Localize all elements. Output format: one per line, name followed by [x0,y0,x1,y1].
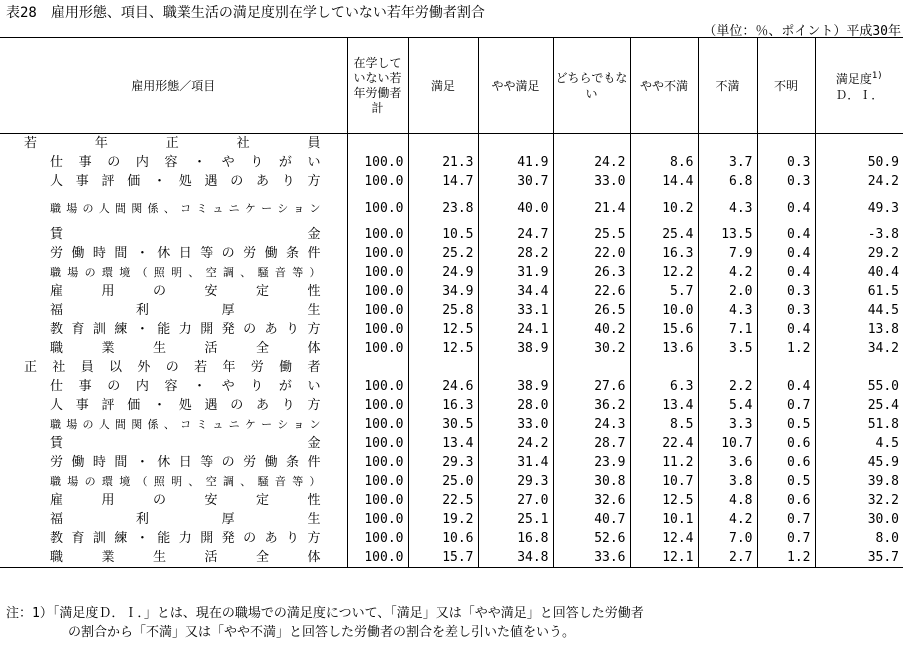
value-cell: 16.8 [478,529,553,548]
value-cell: 10.7 [630,472,698,491]
table-row [0,415,903,434]
group-row [0,358,903,377]
value-cell: 1.2 [757,548,815,568]
value-cell: 100.0 [347,172,408,191]
value-cell: 25.0 [408,472,478,491]
value-cell: 24.3 [553,415,630,434]
value-cell: 34.2 [815,339,903,358]
value-cell: 24.2 [478,434,553,453]
value-cell: 61.5 [815,282,903,301]
header-somewhat-satisfied: やや満足 [478,38,553,134]
value-cell: 100.0 [347,244,408,263]
table-row [0,453,903,472]
value-cell: 100.0 [347,263,408,282]
value-cell: 0.3 [757,282,815,301]
table-row [0,339,903,358]
value-cell: 32.6 [553,491,630,510]
value-cell: 3.3 [698,415,757,434]
value-cell: 100.0 [347,529,408,548]
header-neither: どちらでもない [553,38,630,134]
value-cell: 22.5 [408,491,478,510]
value-cell: 10.5 [408,225,478,244]
value-cell: 12.4 [630,529,698,548]
header-di [815,38,903,134]
value-cell: -3.8 [815,225,903,244]
row-label: 職業生活全体 [50,341,321,356]
value-cell: 100.0 [347,396,408,415]
value-cell: 38.9 [478,377,553,396]
empty-cell [815,358,903,377]
header-row [0,38,903,134]
value-cell: 31.4 [478,453,553,472]
row-label: 教育訓練・能力開発のあり方 [50,322,321,337]
value-cell: 4.2 [698,263,757,282]
table-row [0,191,903,225]
value-cell: 33.0 [478,415,553,434]
satisfaction-table [0,37,903,568]
value-cell: 21.4 [553,191,630,225]
value-cell: 100.0 [347,191,408,225]
value-cell: 33.1 [478,301,553,320]
value-cell: 15.6 [630,320,698,339]
empty-cell [347,358,408,377]
value-cell: 4.8 [698,491,757,510]
empty-cell [408,134,478,154]
value-cell: 14.7 [408,172,478,191]
value-cell: 100.0 [347,282,408,301]
value-cell: 40.2 [553,320,630,339]
value-cell: 29.3 [478,472,553,491]
value-cell: 30.7 [478,172,553,191]
row-label: 雇用の安定性 [50,493,321,508]
empty-cell [347,134,408,154]
empty-cell [757,134,815,154]
value-cell: 0.3 [757,172,815,191]
value-cell: 100.0 [347,548,408,568]
value-cell: 26.5 [553,301,630,320]
value-cell: 14.4 [630,172,698,191]
row-label: 人事評価・処遇のあり方 [50,398,321,413]
value-cell: 16.3 [408,396,478,415]
value-cell: 4.2 [698,510,757,529]
row-label: 仕事の内容・やりがい [50,155,321,170]
row-label: 職場の人間関係、コミュニケーション [50,418,321,431]
row-label: 福利厚生 [50,512,321,527]
value-cell: 27.6 [553,377,630,396]
value-cell: 100.0 [347,472,408,491]
value-cell: 100.0 [347,153,408,172]
value-cell: 33.0 [553,172,630,191]
value-cell: 39.8 [815,472,903,491]
value-cell: 8.5 [630,415,698,434]
empty-cell [698,134,757,154]
value-cell: 30.0 [815,510,903,529]
empty-cell [630,358,698,377]
value-cell: 41.9 [478,153,553,172]
value-cell: 16.3 [630,244,698,263]
table-row [0,491,903,510]
table-row [0,172,903,191]
value-cell: 2.0 [698,282,757,301]
row-label: 仕事の内容・やりがい [50,379,321,394]
value-cell: 2.2 [698,377,757,396]
row-label: 賃金 [50,227,321,242]
value-cell: 100.0 [347,434,408,453]
empty-cell [630,134,698,154]
header-satisfied: 満足 [408,38,478,134]
table-title: 表28 雇用形態、項目、職業生活の満足度別在学していない若年労働者割合 [6,5,485,21]
value-cell: 10.7 [698,434,757,453]
header-somewhat-dissatisfied: やや不満 [630,38,698,134]
value-cell: 1.2 [757,339,815,358]
table-row [0,301,903,320]
footnote [6,604,901,642]
value-cell: 23.8 [408,191,478,225]
value-cell: 35.7 [815,548,903,568]
value-cell: 3.8 [698,472,757,491]
value-cell: 34.8 [478,548,553,568]
value-cell: 12.5 [408,320,478,339]
value-cell: 10.0 [630,301,698,320]
value-cell: 25.8 [408,301,478,320]
empty-cell [478,358,553,377]
value-cell: 0.6 [757,491,815,510]
empty-cell [478,134,553,154]
value-cell: 100.0 [347,491,408,510]
value-cell: 12.5 [408,339,478,358]
value-cell: 49.3 [815,191,903,225]
value-cell: 3.5 [698,339,757,358]
header-item: 雇用形態／項目 [0,38,347,134]
value-cell: 40.7 [553,510,630,529]
unit-label: （単位：％、ポイント）平成30年 [703,24,901,39]
row-label: 労働時間・休日等の労働条件 [50,246,321,261]
value-cell: 24.7 [478,225,553,244]
value-cell: 15.7 [408,548,478,568]
value-cell: 100.0 [347,377,408,396]
value-cell: 0.7 [757,510,815,529]
value-cell: 25.1 [478,510,553,529]
value-cell: 0.3 [757,153,815,172]
table-row [0,244,903,263]
value-cell: 25.4 [815,396,903,415]
footnote-ref: 1) [871,71,883,81]
value-cell: 22.0 [553,244,630,263]
table-row [0,510,903,529]
row-label: 職場の環境（照明、空調、騒音等） [50,266,321,279]
value-cell: 3.7 [698,153,757,172]
empty-cell [698,358,757,377]
value-cell: 21.3 [408,153,478,172]
value-cell: 100.0 [347,453,408,472]
row-label: 福利厚生 [50,303,321,318]
value-cell: 0.5 [757,472,815,491]
footnote-line-2: の割合から「不満」又は「やや不満」と回答した労働者の割合を差し引いた値をいう。 [68,625,576,640]
value-cell: 26.3 [553,263,630,282]
value-cell: 13.4 [408,434,478,453]
value-cell: 3.6 [698,453,757,472]
row-label: 職業生活全体 [0,548,347,568]
value-cell: 30.8 [553,472,630,491]
value-cell: 0.4 [757,244,815,263]
value-cell: 8.0 [815,529,903,548]
table-row [0,529,903,548]
value-cell: 30.2 [553,339,630,358]
value-cell: 24.6 [408,377,478,396]
value-cell: 52.6 [553,529,630,548]
header-unknown: 不明 [757,38,815,134]
value-cell: 13.8 [815,320,903,339]
value-cell: 29.3 [408,453,478,472]
value-cell: 0.4 [757,320,815,339]
value-cell: 55.0 [815,377,903,396]
empty-cell [815,134,903,154]
value-cell: 11.2 [630,453,698,472]
value-cell: 4.3 [698,191,757,225]
value-cell: 12.2 [630,263,698,282]
row-label: 賃金 [50,436,321,451]
table-row [0,153,903,172]
value-cell: 13.4 [630,396,698,415]
row-label: 人事評価・処遇のあり方 [50,174,321,189]
value-cell: 34.9 [408,282,478,301]
value-cell: 31.9 [478,263,553,282]
value-cell: 5.4 [698,396,757,415]
value-cell: 12.5 [630,491,698,510]
value-cell: 0.3 [757,301,815,320]
value-cell: 19.2 [408,510,478,529]
value-cell: 0.6 [757,453,815,472]
empty-cell [757,358,815,377]
value-cell: 32.2 [815,491,903,510]
value-cell: 10.6 [408,529,478,548]
value-cell: 34.4 [478,282,553,301]
value-cell: 24.1 [478,320,553,339]
row-label: 雇用の安定性 [50,284,321,299]
table-row [0,263,903,282]
value-cell: 12.1 [630,548,698,568]
value-cell: 28.0 [478,396,553,415]
empty-cell [553,134,630,154]
value-cell: 0.7 [757,529,815,548]
value-cell: 2.7 [698,548,757,568]
value-cell: 33.6 [553,548,630,568]
value-cell: 40.4 [815,263,903,282]
value-cell: 4.5 [815,434,903,453]
value-cell: 22.4 [630,434,698,453]
table-row [0,434,903,453]
header-di-line2: Ｄ．Ｉ． [835,88,884,102]
value-cell: 0.7 [757,396,815,415]
value-cell: 27.0 [478,491,553,510]
value-cell: 0.4 [757,377,815,396]
value-cell: 24.9 [408,263,478,282]
value-cell: 10.2 [630,191,698,225]
value-cell: 7.1 [698,320,757,339]
value-cell: 44.5 [815,301,903,320]
row-label: 職場の人間関係、コミュニケーション [50,201,321,215]
value-cell: 24.2 [553,153,630,172]
value-cell: 0.6 [757,434,815,453]
value-cell: 23.9 [553,453,630,472]
value-cell: 7.0 [698,529,757,548]
table-row [0,396,903,415]
header-dissatisfied: 不満 [698,38,757,134]
value-cell: 38.9 [478,339,553,358]
value-cell: 100.0 [347,301,408,320]
value-cell: 13.6 [630,339,698,358]
table-row [0,377,903,396]
footnote-line-1: 注：1）「満足度Ｄ．Ｉ．」とは、現在の職場での満足度について、「満足」又は「やや満足」と回答した労働者 [6,606,644,621]
row-label: 労働時間・休日等の労働条件 [50,455,321,470]
value-cell: 25.2 [408,244,478,263]
row-label: 職場の環境（照明、空調、騒音等） [50,475,321,488]
value-cell: 100.0 [347,320,408,339]
group-row [0,134,903,154]
value-cell: 24.2 [815,172,903,191]
table-row [0,282,903,301]
value-cell: 30.5 [408,415,478,434]
value-cell: 6.3 [630,377,698,396]
value-cell: 36.2 [553,396,630,415]
value-cell: 100.0 [347,339,408,358]
value-cell: 0.5 [757,415,815,434]
value-cell: 100.0 [347,415,408,434]
group-label: 若年正社員 [24,136,321,151]
table-row [0,320,903,339]
value-cell: 10.1 [630,510,698,529]
value-cell: 6.8 [698,172,757,191]
value-cell: 40.0 [478,191,553,225]
table-row [0,548,903,568]
value-cell: 28.2 [478,244,553,263]
header-di-label: 満足度 [835,72,872,86]
value-cell: 50.9 [815,153,903,172]
table-body [0,134,903,568]
value-cell: 25.4 [630,225,698,244]
value-cell: 45.9 [815,453,903,472]
value-cell: 8.6 [630,153,698,172]
table-row [0,472,903,491]
value-cell: 13.5 [698,225,757,244]
empty-cell [408,358,478,377]
value-cell: 0.4 [757,225,815,244]
value-cell: 100.0 [347,510,408,529]
value-cell: 5.7 [630,282,698,301]
row-label: 教育訓練・能力開発のあり方 [50,531,321,546]
value-cell: 0.4 [757,263,815,282]
value-cell: 25.5 [553,225,630,244]
value-cell: 29.2 [815,244,903,263]
value-cell: 100.0 [347,225,408,244]
value-cell: 51.8 [815,415,903,434]
value-cell: 4.3 [698,301,757,320]
value-cell: 22.6 [553,282,630,301]
group-label: 正社員以外の若年労働者 [24,360,321,375]
value-cell: 0.4 [757,191,815,225]
value-cell: 7.9 [698,244,757,263]
header-total: 在学していない若年労働者計 [347,38,408,134]
table-row [0,225,903,244]
value-cell: 28.7 [553,434,630,453]
empty-cell [553,358,630,377]
